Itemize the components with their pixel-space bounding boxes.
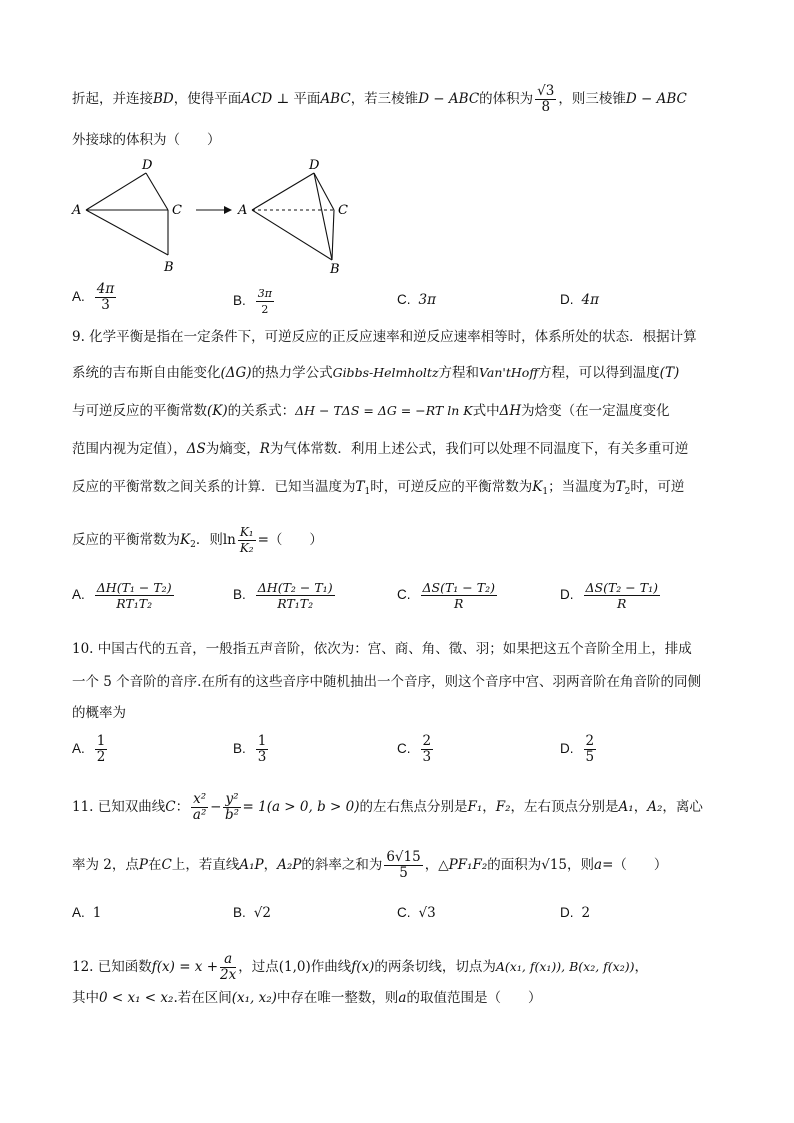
text: ，则: [567, 857, 595, 873]
numerator: y²: [225, 791, 239, 807]
q11-option-c[interactable]: [397, 904, 436, 922]
math: f(x) = x +: [151, 959, 219, 975]
subscript: 1: [364, 487, 371, 497]
text: 率为 2，点: [72, 857, 139, 873]
text: 12. 已知函数: [72, 959, 152, 975]
numerator: 1: [96, 733, 106, 749]
text: 的热力学公式: [251, 365, 333, 381]
text: 系统的吉布斯自由能变化: [72, 365, 221, 381]
text: ，左右顶点分别是: [510, 799, 619, 815]
math: a: [398, 990, 407, 1006]
label-a: A: [238, 203, 248, 218]
q10-option-a[interactable]: [72, 734, 109, 765]
q9-line-4: [72, 440, 688, 458]
q12-line-2: [72, 989, 541, 1007]
q11-option-b[interactable]: [233, 904, 271, 922]
numerator: 2: [585, 733, 595, 749]
text: 的体积为: [479, 91, 534, 107]
option-label: B.: [233, 905, 246, 920]
text: ，离心: [662, 799, 703, 815]
arrow-icon: [196, 206, 232, 214]
gibbs-helmholtz: Gibbs-Helmholtz: [332, 365, 439, 380]
text: 为熵变，: [205, 441, 260, 457]
math: C: [161, 857, 172, 873]
math-d-abc-2: D − ABC: [625, 91, 687, 107]
denominator: R: [454, 596, 464, 611]
q10-option-c[interactable]: [397, 734, 435, 765]
text: 折起，并连接: [72, 91, 153, 107]
option-label: A.: [72, 587, 85, 602]
q11-line-1: 11. 已知双曲线C： $\frac{\text{x²}}{\text{a²}}$ − $\frac{\text{y²}}{\text{b²}}$ = 1(a > 0, b > 0)的左右焦点分别是F₁，F₂，左右顶点分别是A₁，A₂，离心: [72, 791, 703, 823]
q10-option-d[interactable]: [560, 734, 598, 765]
q8-line-2: 外接球的体积为（ ）: [72, 132, 221, 148]
denominator: a²: [192, 807, 207, 823]
math: ΔS: [186, 441, 206, 457]
denominator: 3: [257, 749, 267, 765]
denominator: K₂: [239, 541, 254, 555]
text: 作曲线: [310, 959, 352, 975]
edge-cb: [332, 210, 334, 260]
label-a: A: [72, 203, 82, 218]
numerator: 4π: [96, 281, 115, 297]
q9-line-1: 9. 化学平衡是指在一定条件下，可逆反应的正反应速率和逆反应速率相等时，体系所处的状态．根据计算: [72, 329, 697, 345]
math: (x₁, x₂): [231, 990, 277, 1006]
text: ，: [263, 857, 278, 873]
q9-option-b[interactable]: [233, 580, 337, 611]
option-value: 2: [581, 905, 591, 921]
text: 上，若直线: [171, 857, 240, 873]
label-c: C: [338, 203, 348, 218]
option-label: A.: [72, 289, 85, 304]
math: F₁: [467, 799, 483, 815]
text: 为焓变（在一定温度变化: [521, 403, 670, 419]
edge-ad: [86, 173, 146, 210]
q9-option-d[interactable]: [560, 580, 662, 611]
q9-option-c[interactable]: [397, 580, 499, 611]
math: T: [615, 479, 625, 495]
text: ，若三棱锥: [350, 91, 419, 107]
math: a: [594, 857, 603, 873]
numerator: K₁: [239, 525, 254, 539]
text: 方程和: [438, 365, 480, 381]
math: A₁: [618, 799, 634, 815]
text: 的两条切线，切点为: [374, 959, 496, 975]
tetrahedron-folding-figure: [66, 155, 366, 275]
vant-hoff: Van'tHoff: [479, 365, 539, 380]
q11-option-a[interactable]: [72, 904, 101, 922]
text: 的面积为: [487, 857, 542, 873]
q10-option-b[interactable]: [233, 734, 270, 765]
text: ，则三棱锥: [558, 91, 626, 107]
text: 的关系式：: [227, 403, 296, 419]
left-triangle: [86, 173, 168, 255]
option-label: B.: [233, 587, 246, 602]
numerator: 1: [257, 733, 267, 749]
denominator: RT₁T₂: [277, 596, 314, 611]
edge-db: [314, 173, 332, 260]
text: ，过点: [238, 959, 279, 975]
option-label: D.: [560, 292, 574, 307]
numerator: 6√15: [386, 849, 421, 865]
q9-line-2: [72, 364, 679, 382]
text: =（ ）: [602, 857, 668, 873]
math: K: [532, 479, 543, 495]
formula: ΔH − TΔS = ΔG = −RT ln K: [295, 403, 473, 418]
math-abc: ABC: [320, 91, 351, 107]
numerator: ΔS(T₁ − T₂): [422, 580, 495, 595]
option-label: C.: [397, 587, 411, 602]
text: 的取值范围是（ ）: [406, 990, 542, 1006]
text: ：: [175, 799, 190, 815]
numerator: ΔH(T₁ − T₂): [96, 580, 172, 595]
option-value: 3π: [418, 292, 436, 308]
denominator: 2: [96, 749, 106, 765]
denominator: 2x: [220, 967, 237, 983]
edge-ad: [252, 173, 314, 210]
math: F₂: [495, 799, 511, 815]
numerator: a: [220, 952, 236, 968]
math-bd: BD: [153, 91, 174, 107]
text: ；当温度为: [548, 479, 616, 495]
math: 0 < x₁ < x₂: [99, 990, 174, 1006]
option-value: √2: [253, 905, 271, 921]
option-label: D.: [560, 905, 574, 920]
option-label: C.: [397, 741, 411, 756]
denominator: 3: [101, 297, 110, 313]
text: ⊥ 平面: [272, 91, 321, 107]
volume-fraction: [535, 84, 556, 115]
q10-line-3: 的概率为: [72, 705, 126, 721]
q9-line-5: [72, 478, 684, 501]
label-d: D: [142, 158, 153, 173]
subscript: 2: [624, 487, 631, 497]
text: ．则ln: [195, 532, 236, 548]
math: f(x): [351, 959, 375, 975]
volume-denominator: 8: [541, 99, 551, 115]
q8-line-1: [72, 84, 687, 115]
q11-line-2: [72, 850, 667, 881]
subscript: 2: [190, 540, 196, 550]
numerator: ΔH(T₂ − T₁): [257, 580, 333, 595]
text: 范围内视为定值），: [72, 441, 187, 457]
text: 的斜率之和为: [301, 857, 383, 873]
option-label: D.: [560, 741, 574, 756]
text: 在: [147, 857, 162, 873]
math: (K): [207, 403, 228, 419]
text: =（ ）: [257, 532, 323, 548]
q8-option-c[interactable]: [397, 291, 436, 309]
q8-option-b[interactable]: [233, 286, 276, 317]
text: 其中: [72, 990, 99, 1006]
math: ΔH: [499, 403, 522, 419]
math: A₁P: [239, 857, 264, 873]
q10-line-1: 10. 中国古代的五音，一般指五声音阶，依次为：宫、商、角、徵、羽；如果把这五个音阶全用上，排成: [72, 641, 692, 657]
edge-ab: [86, 210, 168, 255]
denominator: R: [617, 596, 627, 611]
text: 为气体常数．利用上述公式，我们可以处理不同温度下，有关多重可逆: [269, 441, 689, 457]
denominator: 2: [261, 303, 269, 316]
math: A(x₁, f(x₁)), B(x₂, f(x₂)): [495, 959, 635, 974]
math: P: [138, 857, 148, 873]
subscript: 1: [542, 487, 549, 497]
text: 与可逆反应的平衡常数: [72, 403, 207, 419]
edge-dc: [314, 173, 334, 210]
text: 的左右焦点分别是: [359, 799, 468, 815]
math: T: [355, 479, 365, 495]
math-d-abc: D − ABC: [418, 91, 480, 107]
text: 方程，可以得到温度: [538, 365, 660, 381]
math: K: [180, 532, 191, 548]
math: (1,0): [278, 959, 311, 975]
text: ，: [424, 857, 439, 873]
edge-ab: [252, 210, 332, 260]
q9-line-6: [72, 525, 323, 556]
option-label: A.: [72, 741, 85, 756]
denominator: 3: [422, 749, 432, 765]
label-b: B: [164, 260, 174, 275]
math: = 1(a > 0, b > 0): [242, 799, 360, 815]
math: A₂P: [277, 857, 302, 873]
q10-line-2: 一个 5 个音阶的音序.在所有的这些音序中随机抽出一个音序，则这个音序中宫、羽两音阶在角音阶的同侧: [72, 674, 701, 690]
denominator: b²: [224, 807, 239, 823]
text: 中存在唯一整数，则: [276, 990, 399, 1006]
edge-dc: [146, 173, 168, 210]
math-acd: ACD: [241, 91, 273, 107]
text: 时，可逆: [630, 479, 685, 495]
volume-numerator: √3: [537, 83, 555, 99]
q8-option-d[interactable]: [560, 291, 599, 309]
option-label: B.: [233, 293, 246, 308]
right-tetrahedron: [252, 173, 334, 260]
denominator: 5: [399, 865, 408, 881]
text: 式中: [472, 403, 500, 419]
denominator: RT₁T₂: [116, 596, 153, 611]
option-value: 4π: [581, 292, 599, 308]
text: 11. 已知双曲线: [72, 799, 166, 815]
math: (T): [659, 365, 680, 381]
math: √15: [541, 857, 568, 873]
text: ，使得平面: [173, 91, 242, 107]
math: (ΔG): [220, 365, 252, 381]
q9-option-a[interactable]: [72, 580, 176, 611]
option-label: C.: [397, 292, 411, 307]
text: 反应的平衡常数之间关系的计算．已知当温度为: [72, 479, 356, 495]
math: A₂: [647, 799, 663, 815]
option-value: 1: [92, 905, 102, 921]
option-label: A.: [72, 905, 85, 920]
numerator: 3π: [257, 287, 272, 300]
label-d: D: [309, 158, 320, 173]
text: 时，可逆反应的平衡常数为: [370, 479, 533, 495]
numerator: 2: [422, 733, 432, 749]
math: △PF₁F₂: [438, 857, 488, 873]
math: C: [165, 799, 176, 815]
q12-line-1: [72, 952, 648, 983]
option-label: D.: [560, 587, 574, 602]
text: 反应的平衡常数为: [72, 532, 180, 548]
q9-line-3: [72, 402, 670, 420]
denominator: 5: [585, 749, 595, 765]
q8-option-a[interactable]: [72, 282, 118, 313]
text: .若在区间: [173, 990, 232, 1006]
math: R: [259, 441, 270, 457]
q11-option-d[interactable]: [560, 904, 590, 922]
label-b: B: [330, 262, 340, 275]
numerator: ΔS(T₂ − T₁): [585, 580, 658, 595]
numerator: x²: [193, 791, 207, 807]
option-label: B.: [233, 741, 246, 756]
text: ，: [634, 959, 648, 975]
label-c: C: [172, 203, 182, 218]
option-value: √3: [418, 905, 436, 921]
option-label: C.: [397, 905, 411, 920]
